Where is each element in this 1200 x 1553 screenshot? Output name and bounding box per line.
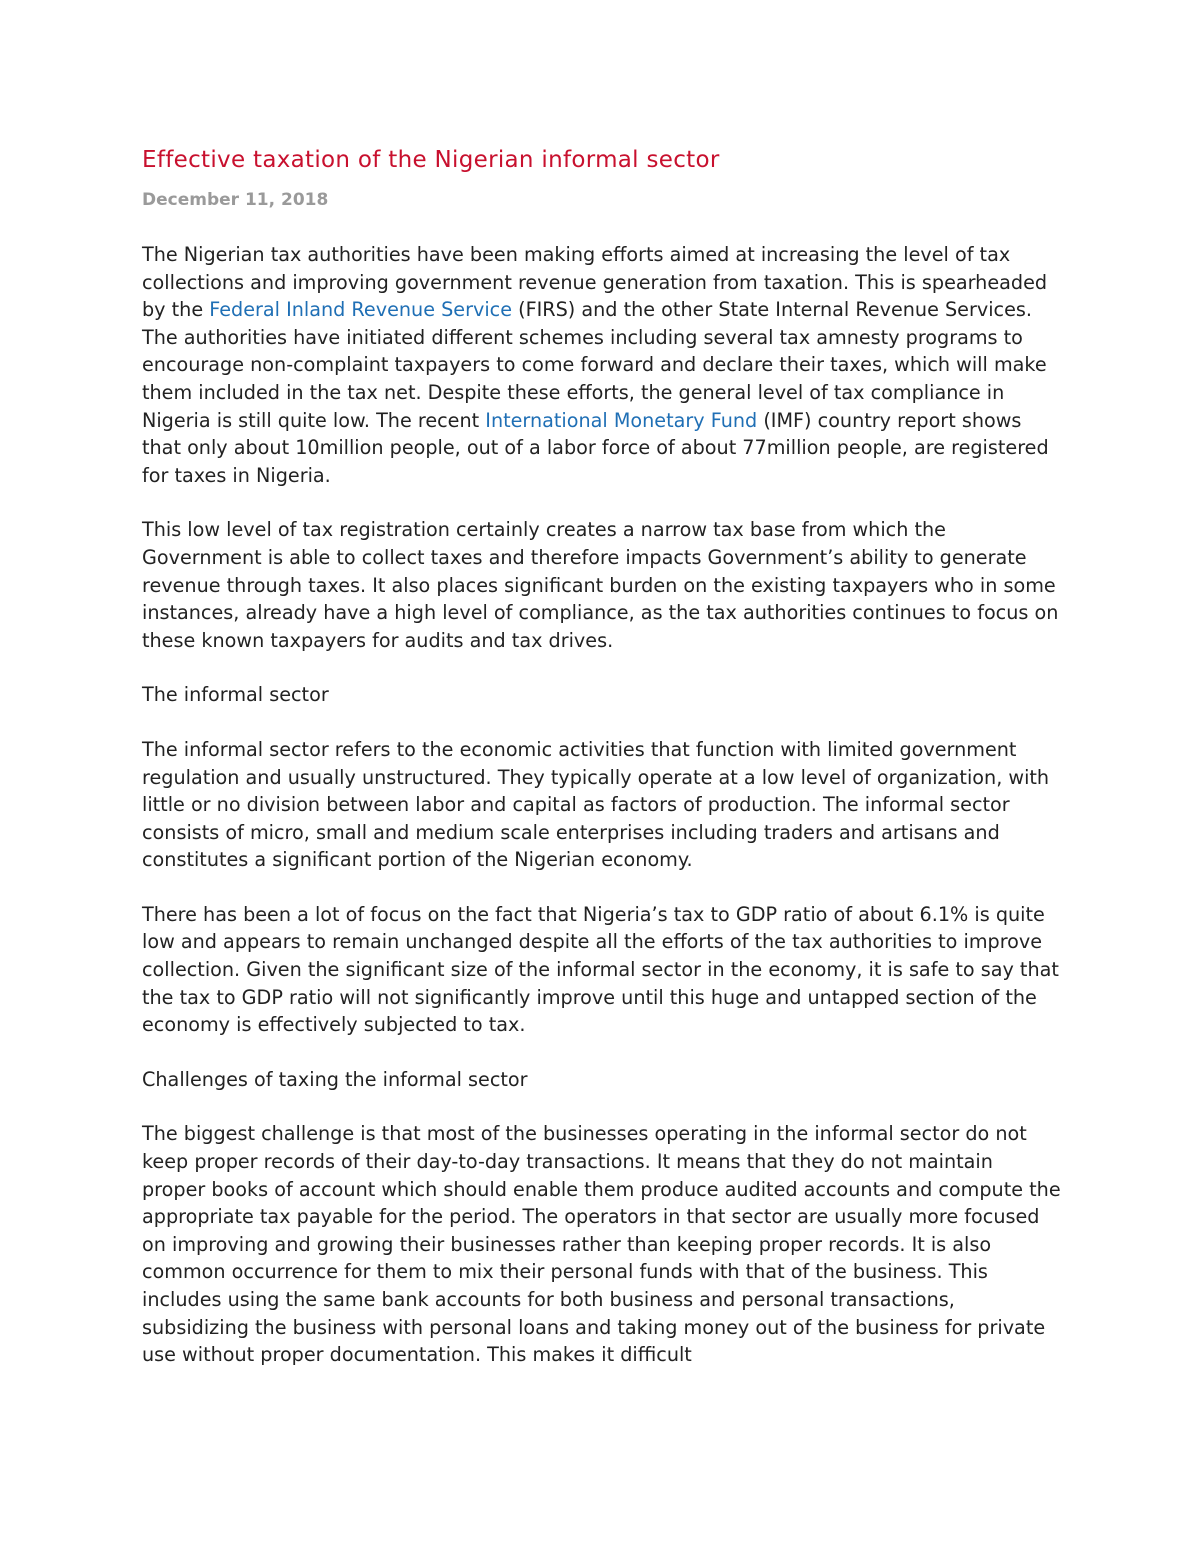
paragraph-1 [142,241,1062,489]
article-body [142,241,1062,1369]
section-heading-informal-sector: The informal sector [142,683,329,707]
firs-link[interactable]: Federal Inland Revenue Service [209,298,513,322]
paragraph-5: The biggest challenge is that most of the businesses operating in the informal sector do not keep proper records of their day-to-day transactions. It means that they do not maintain proper books of account which should enable them produce audited accounts and compute the appropriate tax payable for the period. The operators in that sector are usually more focused on improving and growing their businesses rather than keeping proper records. It is also common occurrence for them to mix their personal funds with that of the business. This includes using the same bank accounts for both business and personal transactions, subsidizing the business with personal loans and taking money out of the business for private use without proper documentation. This makes it difficult [142,1122,1061,1367]
paragraph-1-text-b: (FIRS) and the other State Internal Revenue Services. The authorities have initiated different schemes including several tax amnesty programs to encourage non-complaint taxpayers to come forward and declare their taxes, which will make them included in the tax net. Despite these efforts, the general level of tax compliance in Nigeria is still quite low. The recent [142,298,1047,432]
paragraph-2: This low level of tax registration certainly creates a narrow tax base from which the Government is able to collect taxes and therefore impacts Government’s ability to generate revenue through taxes. It also places significant burden on the existing taxpayers who in some instances, already have a high level of compliance, as the tax authorities continues to focus on these known taxpayers for audits and tax drives. [142,518,1059,652]
article-title: Effective taxation of the Nigerian informal sector [142,147,720,173]
article-date: December 11, 2018 [142,190,329,210]
paragraph-3: The informal sector refers to the economic activities that function with limited government regulation and usually unstructured. They typically operate at a low level of organization, with little or no division between labor and capital as factors of production. The informal sector consists of micro, small and medium scale enterprises including traders and artisans and constitutes a significant portion of the Nigerian economy. [142,737,1050,872]
paragraph-1-text-c: (IMF) country report shows that only about 10million people, out of a labor force of about 77million people, are registered for taxes in Nigeria. [142,408,1049,487]
document-page [142,140,1062,1396]
paragraph-4: There has been a lot of focus on the fact that Nigeria’s tax to GDP ratio of about 6.1% is quite low and appears to remain unchanged despite all the efforts of the tax authorities to improve collection. Given the significant size of the informal sector in the economy, it is safe to say that the tax to GDP ratio will not significantly improve until this huge and untapped section of the economy is effectively subjected to tax. [142,902,1059,1037]
imf-link[interactable]: International Monetary Fund [485,408,758,432]
paragraph-1-text-a: The Nigerian tax authorities have been making efforts aimed at increasing the level of tax collections and improving government revenue generation from taxation. This is spearheaded by the [142,243,1048,322]
section-heading-challenges: Challenges of taxing the informal sector [142,1067,528,1091]
